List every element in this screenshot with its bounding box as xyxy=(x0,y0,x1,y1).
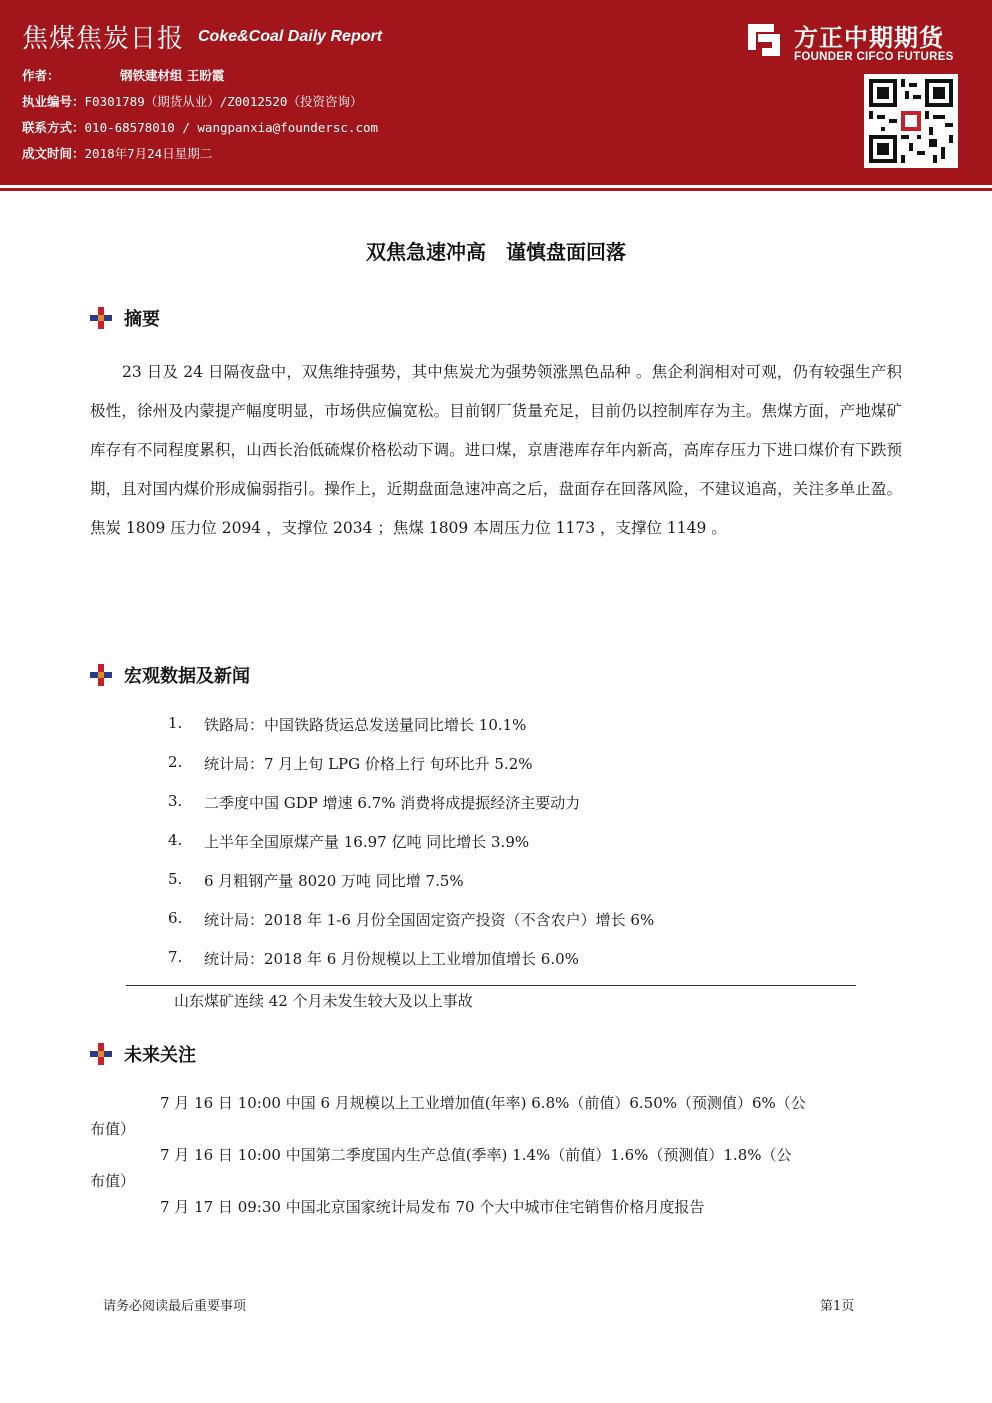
news-number: 5. xyxy=(168,870,183,888)
company-logo xyxy=(744,18,974,70)
report-title: 焦煤焦炭日报 xyxy=(22,24,185,54)
news-text: 上半年全国原煤产量 16.97 亿吨 同比增长 3.9% xyxy=(204,833,530,851)
event-line-cont: 布值） xyxy=(90,1120,136,1138)
author-value: 钢铁建材组 王盼霞 xyxy=(120,68,225,83)
contact-value[interactable]: 010-68578010 / wangpanxia@foundersc.com xyxy=(84,120,379,135)
logo-english-name: FOUNDER CIFCO FUTURES xyxy=(794,51,954,63)
section-bullet-icon xyxy=(90,307,112,329)
contact-row xyxy=(22,118,378,136)
future-events-list xyxy=(90,1090,902,1220)
news-number: 4. xyxy=(168,831,183,849)
event-row xyxy=(90,1194,902,1220)
report-header xyxy=(0,0,992,185)
summary-paragraph xyxy=(90,353,902,548)
summary-text: 23 日及 24 日隔夜盘中，双焦维持强势，其中焦炭尤为强势领涨黑色品种 。焦企利润相对可观，仍有较强生产积极性，徐州及内蒙提产幅度明显，市场供应偏宽松。目前钢厂货量充足，目前仍以控制库存为主。焦煤方面，产地煤矿库存有不同程度累积，山西长治低硫煤价格松动下调。进口煤，京唐港库存年内新高，高库存压力下进口煤价有下跌预期，且对国内煤价形成偏弱指引。操作上，近期盘面急速冲高之后，盘面存在回落风险，不建议追高，关注多单止盈。焦炭 1809 压力位 2094 ，支撑位 2034 ；焦煤 1809 本周压力位 1173 ，支撑位 1149 。 xyxy=(90,363,902,537)
event-line-cont: 布值） xyxy=(90,1172,136,1190)
news-number: 6. xyxy=(168,909,183,927)
event-row xyxy=(90,1090,902,1142)
header-divider xyxy=(0,188,992,191)
macro-heading: 宏观数据及新闻 xyxy=(124,666,250,687)
license-label: 执业编号： xyxy=(22,94,85,109)
license-value: F0301789（期货从业）/Z0012520（投资咨询） xyxy=(84,94,363,109)
news-number: 2. xyxy=(168,753,183,771)
future-heading: 未来关注 xyxy=(124,1045,196,1066)
founder-logo-icon xyxy=(744,20,784,60)
event-line: 7 月 17 日 09:30 中国北京国家统计局发布 70 个大中城市住宅销售价格月度报告 xyxy=(160,1198,705,1216)
contact-label: 联系方式： xyxy=(22,120,85,135)
section-bullet-icon xyxy=(90,664,112,686)
news-number: 1. xyxy=(168,714,183,732)
qr-code-icon xyxy=(864,74,958,168)
date-row xyxy=(22,144,212,162)
logo-chinese-name: 方正中期期货 xyxy=(794,24,944,52)
news-number: 7. xyxy=(168,948,183,966)
document-title: 双焦急速冲高 谨慎盘面回落 xyxy=(366,240,626,264)
news-text: 二季度中国 GDP 增速 6.7% 消费将成提振经济主要动力 xyxy=(204,794,581,812)
event-line: 7 月 16 日 10:00 中国 6 月规模以上工业增加值(年率) 6.8%（前值）6.50%（预测值）6%（公 xyxy=(160,1094,806,1112)
event-row xyxy=(90,1142,902,1194)
list-divider xyxy=(126,985,856,986)
date-value: 2018年7月24日星期二 xyxy=(84,146,213,161)
author-row xyxy=(22,66,225,84)
news-text: 统计局：2018 年 6 月份规模以上工业增加值增长 6.0% xyxy=(204,950,579,968)
news-extra-item: 山东煤矿连续 42 个月未发生较大及以上事故 xyxy=(174,992,473,1010)
report-subtitle: Coke&Coal Daily Report xyxy=(198,28,383,45)
news-text: 6 月粗钢产量 8020 万吨 同比增 7.5% xyxy=(204,872,464,890)
news-text: 统计局：2018 年 1-6 月份全国固定资产投资（不含农户）增长 6% xyxy=(204,911,655,929)
event-line: 7 月 16 日 10:00 中国第二季度国内生产总值(季率) 1.4%（前值）1.6%（预测值）1.8%（公 xyxy=(160,1146,792,1164)
summary-heading: 摘要 xyxy=(124,309,160,330)
license-row xyxy=(22,92,362,110)
author-label: 作者： xyxy=(22,68,60,83)
section-bullet-icon xyxy=(90,1043,112,1065)
news-text: 统计局：7 月上旬 LPG 价格上行 旬环比升 5.2% xyxy=(204,755,533,773)
page-number: 第1页 xyxy=(820,1299,855,1314)
footer-disclaimer: 请务必阅读最后重要事项 xyxy=(103,1299,247,1314)
news-number: 3. xyxy=(168,792,183,810)
date-label: 成文时间： xyxy=(22,146,85,161)
news-text: 铁路局：中国铁路货运总发送量同比增长 10.1% xyxy=(204,716,527,734)
